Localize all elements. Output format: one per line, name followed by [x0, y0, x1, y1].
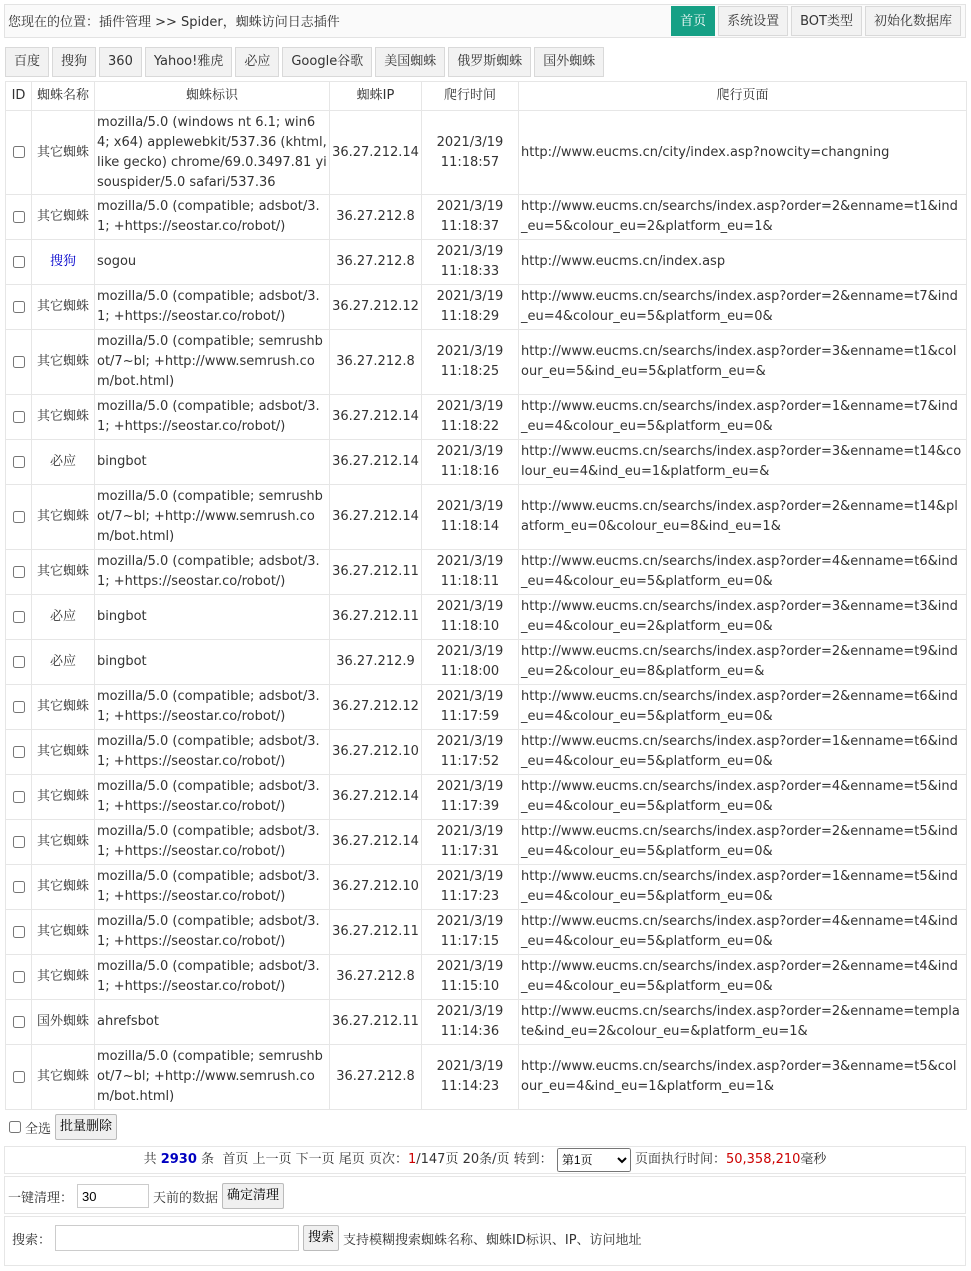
crawl-clock: 11:18:16	[440, 464, 500, 479]
last-page-link[interactable]: 尾页	[338, 1152, 365, 1167]
spider-ua: mozilla/5.0 (compatible; adsbot/3.1; +https://seostar.co/robot/)	[95, 550, 330, 595]
crawl-clock: 11:18:10	[440, 619, 500, 634]
spider-ua: mozilla/5.0 (compatible; adsbot/3.1; +https://seostar.co/robot/)	[95, 285, 330, 330]
col-crawl-page: 爬行页面	[519, 82, 967, 111]
total-count: 2930	[160, 1152, 197, 1167]
crawl-url: http://www.eucms.cn/searchs/index.asp?order=2&enname=t5&ind_eu=4&colour_eu=5&platform_eu=0&	[519, 820, 967, 865]
row-checkbox[interactable]	[13, 881, 25, 893]
spider-name: 国外蜘蛛	[32, 1000, 95, 1045]
spider-name: 必应	[32, 440, 95, 485]
crawl-time	[422, 820, 519, 865]
crawl-url: http://www.eucms.cn/searchs/index.asp?order=1&enname=t6&ind_eu=4&colour_eu=5&platform_eu=0&	[519, 730, 967, 775]
crawl-url: http://www.eucms.cn/searchs/index.asp?order=3&enname=t5&colour_eu=4&ind_eu=1&platform_eu=1&	[519, 1045, 967, 1110]
total-suffix: 条	[201, 1152, 215, 1167]
search-hint: 支持模糊搜索蜘蛛名称、蜘蛛ID标识、IP、访问地址	[343, 1232, 642, 1248]
crawl-clock: 11:17:23	[440, 889, 500, 904]
row-checkbox[interactable]	[13, 211, 25, 223]
crawl-time	[422, 910, 519, 955]
crawl-clock: 11:18:25	[440, 364, 500, 379]
spider-ua: sogou	[95, 240, 330, 285]
crawl-date: 2021/3/19	[436, 734, 504, 749]
row-checkbox-cell	[6, 285, 32, 330]
crawl-clock: 11:17:39	[440, 799, 500, 814]
spider-ip: 36.27.212.11	[330, 550, 422, 595]
crawl-date: 2021/3/19	[436, 289, 504, 304]
table-row	[6, 1045, 967, 1110]
crawl-date: 2021/3/19	[436, 134, 504, 150]
row-checkbox[interactable]	[13, 836, 25, 848]
row-checkbox-cell	[6, 550, 32, 595]
crawl-clock: 11:18:00	[440, 664, 500, 679]
table-row	[6, 820, 967, 865]
row-checkbox[interactable]	[13, 1016, 25, 1028]
crawl-date: 2021/3/19	[436, 959, 504, 974]
search-panel	[4, 1216, 966, 1266]
crawl-time	[422, 865, 519, 910]
spider-ip: 36.27.212.11	[330, 910, 422, 955]
spider-ip: 36.27.212.14	[330, 440, 422, 485]
spider-name: 其它蜘蛛	[32, 285, 95, 330]
row-checkbox-cell	[6, 730, 32, 775]
crawl-clock: 11:17:15	[440, 934, 500, 949]
table-row	[6, 330, 967, 395]
crawl-url: http://www.eucms.cn/index.asp	[519, 240, 967, 285]
crawl-url: http://www.eucms.cn/searchs/index.asp?order=4&enname=t4&ind_eu=4&colour_eu=5&platform_eu=0&	[519, 910, 967, 955]
spider-ua: mozilla/5.0 (compatible; adsbot/3.1; +https://seostar.co/robot/)	[95, 775, 330, 820]
tab-foreign-spider[interactable]: 国外蜘蛛	[534, 47, 604, 77]
row-checkbox-cell	[6, 240, 32, 285]
spider-ua: mozilla/5.0 (compatible; adsbot/3.1; +https://seostar.co/robot/)	[95, 395, 330, 440]
crawl-clock: 11:17:52	[440, 754, 500, 769]
crawl-date: 2021/3/19	[436, 444, 504, 459]
spider-ua: bingbot	[95, 640, 330, 685]
spider-ua: mozilla/5.0 (compatible; adsbot/3.1; +https://seostar.co/robot/)	[95, 685, 330, 730]
table-row	[6, 865, 967, 910]
table-row	[6, 485, 967, 550]
spider-ip: 36.27.212.14	[330, 111, 422, 195]
table-row	[6, 395, 967, 440]
tab-sogou[interactable]: 搜狗	[52, 47, 96, 77]
table-row	[6, 1000, 967, 1045]
crawl-url: http://www.eucms.cn/searchs/index.asp?order=2&enname=t6&ind_eu=4&colour_eu=5&platform_eu=0&	[519, 685, 967, 730]
nav-bot-types[interactable]: BOT类型	[791, 6, 862, 36]
row-checkbox-cell	[6, 955, 32, 1000]
search-label: 搜索：	[12, 1232, 52, 1248]
spider-ua: mozilla/5.0 (windows nt 6.1; win64; x64) applewebkit/537.36 (khtml, like gecko) chrome/69.0.3497.81 yisouspider/5.0 safari/537.36	[95, 111, 330, 195]
top-bar	[4, 4, 966, 38]
tab-bing[interactable]: 必应	[235, 47, 279, 77]
crawl-url: http://www.eucms.cn/city/index.asp?nowcity=changning	[519, 111, 967, 195]
spider-ua: bingbot	[95, 440, 330, 485]
table-row	[6, 595, 967, 640]
top-nav	[671, 6, 961, 36]
table-row	[6, 685, 967, 730]
spider-name: 其它蜘蛛	[32, 865, 95, 910]
bulk-actions	[9, 1114, 117, 1140]
spider-name: 必应	[32, 595, 95, 640]
breadcrumb: 您现在的位置：插件管理 >> Spider，蜘蛛访问日志插件	[8, 15, 340, 30]
spider-name: 其它蜘蛛	[32, 775, 95, 820]
crawl-url: http://www.eucms.cn/searchs/index.asp?order=2&enname=template&ind_eu=2&colour_eu=&platform_eu=1&	[519, 1000, 967, 1045]
spider-name: 其它蜘蛛	[32, 910, 95, 955]
table-row	[6, 640, 967, 685]
spider-name: 其它蜘蛛	[32, 550, 95, 595]
exec-time-label: 页面执行时间：	[634, 1152, 726, 1167]
spider-name: 其它蜘蛛	[32, 195, 95, 240]
spider-ua: mozilla/5.0 (compatible; adsbot/3.1; +https://seostar.co/robot/)	[95, 865, 330, 910]
nav-settings[interactable]: 系统设置	[718, 6, 788, 36]
row-checkbox[interactable]	[13, 256, 25, 268]
table-row	[6, 550, 967, 595]
select-all-label: 全选	[25, 1121, 52, 1137]
search-input[interactable]	[55, 1225, 299, 1251]
spider-name: 其它蜘蛛	[32, 395, 95, 440]
table-header-row	[6, 82, 967, 111]
row-checkbox-cell	[6, 865, 32, 910]
crawl-time	[422, 640, 519, 685]
crawl-date: 2021/3/19	[436, 914, 504, 929]
row-checkbox[interactable]	[13, 456, 25, 468]
row-checkbox[interactable]	[13, 1071, 25, 1083]
first-page-link[interactable]: 首页	[222, 1152, 249, 1167]
row-checkbox-cell	[6, 595, 32, 640]
row-checkbox-cell	[6, 1000, 32, 1045]
spider-ua: ahrefsbot	[95, 1000, 330, 1045]
table-row	[6, 440, 967, 485]
clean-panel	[4, 1176, 966, 1214]
spider-ip: 36.27.212.8	[330, 1045, 422, 1110]
clean-days-input[interactable]	[77, 1184, 149, 1208]
crawl-date: 2021/3/19	[436, 399, 504, 414]
row-checkbox[interactable]	[13, 746, 25, 758]
crawl-time	[422, 240, 519, 285]
crawl-time	[422, 330, 519, 395]
spider-ip: 36.27.212.8	[330, 195, 422, 240]
crawl-date: 2021/3/19	[436, 599, 504, 614]
tab-360[interactable]: 360	[99, 47, 142, 77]
table-row	[6, 195, 967, 240]
crawl-clock: 11:15:10	[440, 979, 500, 994]
crawl-date: 2021/3/19	[436, 644, 504, 659]
crawl-time	[422, 775, 519, 820]
spider-name: 其它蜘蛛	[32, 1045, 95, 1110]
spider-ip: 36.27.212.14	[330, 820, 422, 865]
spider-ip: 36.27.212.11	[330, 595, 422, 640]
row-checkbox-cell	[6, 910, 32, 955]
col-crawl-time: 爬行时间	[422, 82, 519, 111]
crawl-url: http://www.eucms.cn/searchs/index.asp?order=2&enname=t4&ind_eu=4&colour_eu=5&platform_eu=0&	[519, 955, 967, 1000]
row-checkbox-cell	[6, 640, 32, 685]
row-checkbox-cell	[6, 195, 32, 240]
crawl-url: http://www.eucms.cn/searchs/index.asp?order=2&enname=t9&ind_eu=2&colour_eu=8&platform_eu=&	[519, 640, 967, 685]
col-spider-ip: 蜘蛛IP	[330, 82, 422, 111]
spider-ua: mozilla/5.0 (compatible; adsbot/3.1; +https://seostar.co/robot/)	[95, 195, 330, 240]
col-spider-ua: 蜘蛛标识	[95, 82, 330, 111]
row-checkbox-cell	[6, 775, 32, 820]
crawl-clock: 11:18:29	[440, 309, 500, 324]
crawl-time	[422, 1045, 519, 1110]
page-label: 页次：	[368, 1152, 408, 1167]
table-row	[6, 111, 967, 195]
crawl-clock: 11:18:57	[440, 154, 500, 170]
spider-ua: mozilla/5.0 (compatible; semrushbot/7~bl; +http://www.semrush.com/bot.html)	[95, 1045, 330, 1110]
row-checkbox-cell	[6, 440, 32, 485]
row-checkbox[interactable]	[13, 971, 25, 983]
crawl-time	[422, 730, 519, 775]
spider-ua: mozilla/5.0 (compatible; adsbot/3.1; +https://seostar.co/robot/)	[95, 955, 330, 1000]
row-checkbox[interactable]	[13, 146, 25, 158]
spider-ip: 36.27.212.14	[330, 485, 422, 550]
crawl-clock: 11:18:14	[440, 519, 500, 534]
spider-name: 必应	[32, 640, 95, 685]
spider-ip: 36.27.212.11	[330, 1000, 422, 1045]
crawl-url: http://www.eucms.cn/searchs/index.asp?order=1&enname=t5&ind_eu=4&colour_eu=5&platform_eu=0&	[519, 865, 967, 910]
spider-name[interactable]: 搜狗	[32, 240, 95, 285]
row-checkbox[interactable]	[13, 611, 25, 623]
spider-ua: mozilla/5.0 (compatible; adsbot/3.1; +https://seostar.co/robot/)	[95, 820, 330, 865]
spider-name: 其它蜘蛛	[32, 330, 95, 395]
crawl-clock: 11:17:31	[440, 844, 500, 859]
crawl-url: http://www.eucms.cn/searchs/index.asp?order=1&enname=t7&ind_eu=4&colour_eu=5&platform_eu=0&	[519, 395, 967, 440]
spider-ua: mozilla/5.0 (compatible; adsbot/3.1; +https://seostar.co/robot/)	[95, 730, 330, 775]
table-row	[6, 240, 967, 285]
spider-name: 其它蜘蛛	[32, 111, 95, 195]
current-page: 1	[407, 1152, 417, 1167]
total-prefix: 共	[143, 1152, 157, 1167]
crawl-time	[422, 1000, 519, 1045]
spider-ip: 36.27.212.8	[330, 330, 422, 395]
row-checkbox[interactable]	[13, 511, 25, 523]
exec-time-unit: 毫秒	[800, 1152, 827, 1167]
tab-us-spider[interactable]: 美国蜘蛛	[375, 47, 445, 77]
row-checkbox-cell	[6, 330, 32, 395]
spider-filter-tabs	[5, 47, 604, 77]
crawl-date: 2021/3/19	[436, 554, 504, 569]
crawl-url: http://www.eucms.cn/searchs/index.asp?order=2&enname=t1&ind_eu=5&colour_eu=2&platform_eu=1&	[519, 195, 967, 240]
table-row	[6, 730, 967, 775]
table-row	[6, 910, 967, 955]
clean-label: 一键清理：	[8, 1190, 74, 1206]
crawl-time	[422, 550, 519, 595]
exec-time-value: 50,358,210	[725, 1152, 801, 1167]
nav-init-db[interactable]: 初始化数据库	[865, 6, 961, 36]
per-page: 20条/页	[462, 1152, 510, 1167]
crawl-url: http://www.eucms.cn/searchs/index.asp?order=2&enname=t7&ind_eu=4&colour_eu=5&platform_eu=0&	[519, 285, 967, 330]
bulk-delete-button[interactable]: 批量删除	[55, 1114, 117, 1140]
crawl-url: http://www.eucms.cn/searchs/index.asp?order=4&enname=t6&ind_eu=4&colour_eu=5&platform_eu=0&	[519, 550, 967, 595]
crawl-clock: 11:18:37	[440, 219, 500, 234]
crawl-clock: 11:18:33	[440, 264, 500, 279]
spider-ip: 36.27.212.9	[330, 640, 422, 685]
crawl-date: 2021/3/19	[436, 869, 504, 884]
tab-google[interactable]: Google谷歌	[282, 47, 372, 77]
crawl-time	[422, 485, 519, 550]
spider-ua: mozilla/5.0 (compatible; adsbot/3.1; +https://seostar.co/robot/)	[95, 910, 330, 955]
crawl-time	[422, 285, 519, 330]
table-row	[6, 955, 967, 1000]
crawl-time	[422, 685, 519, 730]
spider-ip: 36.27.212.10	[330, 730, 422, 775]
crawl-time	[422, 195, 519, 240]
crawl-time	[422, 111, 519, 195]
crawl-date: 2021/3/19	[436, 689, 504, 704]
spider-ip: 36.27.212.10	[330, 865, 422, 910]
spider-ip: 36.27.212.12	[330, 285, 422, 330]
row-checkbox[interactable]	[13, 566, 25, 578]
nav-home[interactable]: 首页	[671, 6, 715, 36]
crawl-clock: 11:18:11	[440, 574, 500, 589]
crawl-clock: 11:17:59	[440, 709, 500, 724]
row-checkbox-cell	[6, 485, 32, 550]
spider-ua: bingbot	[95, 595, 330, 640]
row-checkbox-cell	[6, 1045, 32, 1110]
confirm-clean-button[interactable]: 确定清理	[222, 1183, 284, 1209]
spider-ip: 36.27.212.14	[330, 775, 422, 820]
goto-label: 转到：	[513, 1152, 553, 1167]
row-checkbox[interactable]	[13, 356, 25, 368]
crawl-clock: 11:14:23	[440, 1079, 500, 1094]
row-checkbox[interactable]	[13, 791, 25, 803]
row-checkbox-cell	[6, 395, 32, 440]
row-checkbox[interactable]	[13, 926, 25, 938]
crawl-date: 2021/3/19	[436, 244, 504, 259]
spider-name: 其它蜘蛛	[32, 730, 95, 775]
search-button[interactable]: 搜索	[303, 1225, 339, 1251]
spider-name: 其它蜘蛛	[32, 820, 95, 865]
crawl-time	[422, 395, 519, 440]
crawl-clock: 11:14:36	[440, 1024, 500, 1039]
row-checkbox-cell	[6, 111, 32, 195]
spider-ip: 36.27.212.12	[330, 685, 422, 730]
spider-name: 其它蜘蛛	[32, 685, 95, 730]
tab-russia-spider[interactable]: 俄罗斯蜘蛛	[448, 47, 531, 77]
spider-ua: mozilla/5.0 (compatible; semrushbot/7~bl; +http://www.semrush.com/bot.html)	[95, 330, 330, 395]
next-page-link[interactable]: 下一页	[295, 1152, 335, 1167]
crawl-date: 2021/3/19	[436, 824, 504, 839]
crawl-url: http://www.eucms.cn/searchs/index.asp?order=3&enname=t3&ind_eu=4&colour_eu=2&platform_eu=0&	[519, 595, 967, 640]
crawl-date: 2021/3/19	[436, 1004, 504, 1019]
pagination	[4, 1146, 966, 1174]
spider-name: 其它蜘蛛	[32, 485, 95, 550]
crawl-date: 2021/3/19	[436, 1059, 504, 1074]
crawl-date: 2021/3/19	[436, 344, 504, 359]
page-select[interactable]	[557, 1148, 631, 1172]
spider-ip: 36.27.212.8	[330, 955, 422, 1000]
crawl-url: http://www.eucms.cn/searchs/index.asp?order=4&enname=t5&ind_eu=4&colour_eu=5&platform_eu=0&	[519, 775, 967, 820]
crawl-url: http://www.eucms.cn/searchs/index.asp?order=2&enname=t14&platform_eu=0&colour_eu=8&ind_eu=1&	[519, 485, 967, 550]
select-all-checkbox[interactable]	[9, 1121, 21, 1133]
row-checkbox-cell	[6, 685, 32, 730]
row-checkbox[interactable]	[13, 301, 25, 313]
spider-ip: 36.27.212.14	[330, 395, 422, 440]
clean-suffix: 天前的数据	[153, 1190, 219, 1206]
crawl-url: http://www.eucms.cn/searchs/index.asp?order=3&enname=t14&colour_eu=4&ind_eu=1&platform_eu=&	[519, 440, 967, 485]
col-spider-name: 蜘蛛名称	[32, 82, 95, 111]
spider-ip: 36.27.212.8	[330, 240, 422, 285]
crawl-url: http://www.eucms.cn/searchs/index.asp?order=3&enname=t1&colour_eu=5&ind_eu=5&platform_eu=&	[519, 330, 967, 395]
crawl-date: 2021/3/19	[436, 199, 504, 214]
crawl-time	[422, 955, 519, 1000]
table-row	[6, 775, 967, 820]
crawl-clock: 11:18:22	[440, 419, 500, 434]
row-checkbox-cell	[6, 820, 32, 865]
crawl-date: 2021/3/19	[436, 779, 504, 794]
crawl-date: 2021/3/19	[436, 499, 504, 514]
table-row	[6, 285, 967, 330]
spider-ua: mozilla/5.0 (compatible; semrushbot/7~bl; +http://www.semrush.com/bot.html)	[95, 485, 330, 550]
row-checkbox[interactable]	[13, 656, 25, 668]
total-pages: /147页	[416, 1152, 459, 1167]
crawl-time	[422, 595, 519, 640]
spider-log-table	[5, 81, 967, 1110]
tab-baidu[interactable]: 百度	[5, 47, 49, 77]
row-checkbox[interactable]	[13, 701, 25, 713]
crawl-time	[422, 440, 519, 485]
prev-page-link[interactable]: 上一页	[252, 1152, 292, 1167]
spider-name: 其它蜘蛛	[32, 955, 95, 1000]
tab-yahoo[interactable]: Yahoo!雅虎	[145, 47, 232, 77]
col-id: ID	[6, 82, 32, 111]
row-checkbox[interactable]	[13, 411, 25, 423]
